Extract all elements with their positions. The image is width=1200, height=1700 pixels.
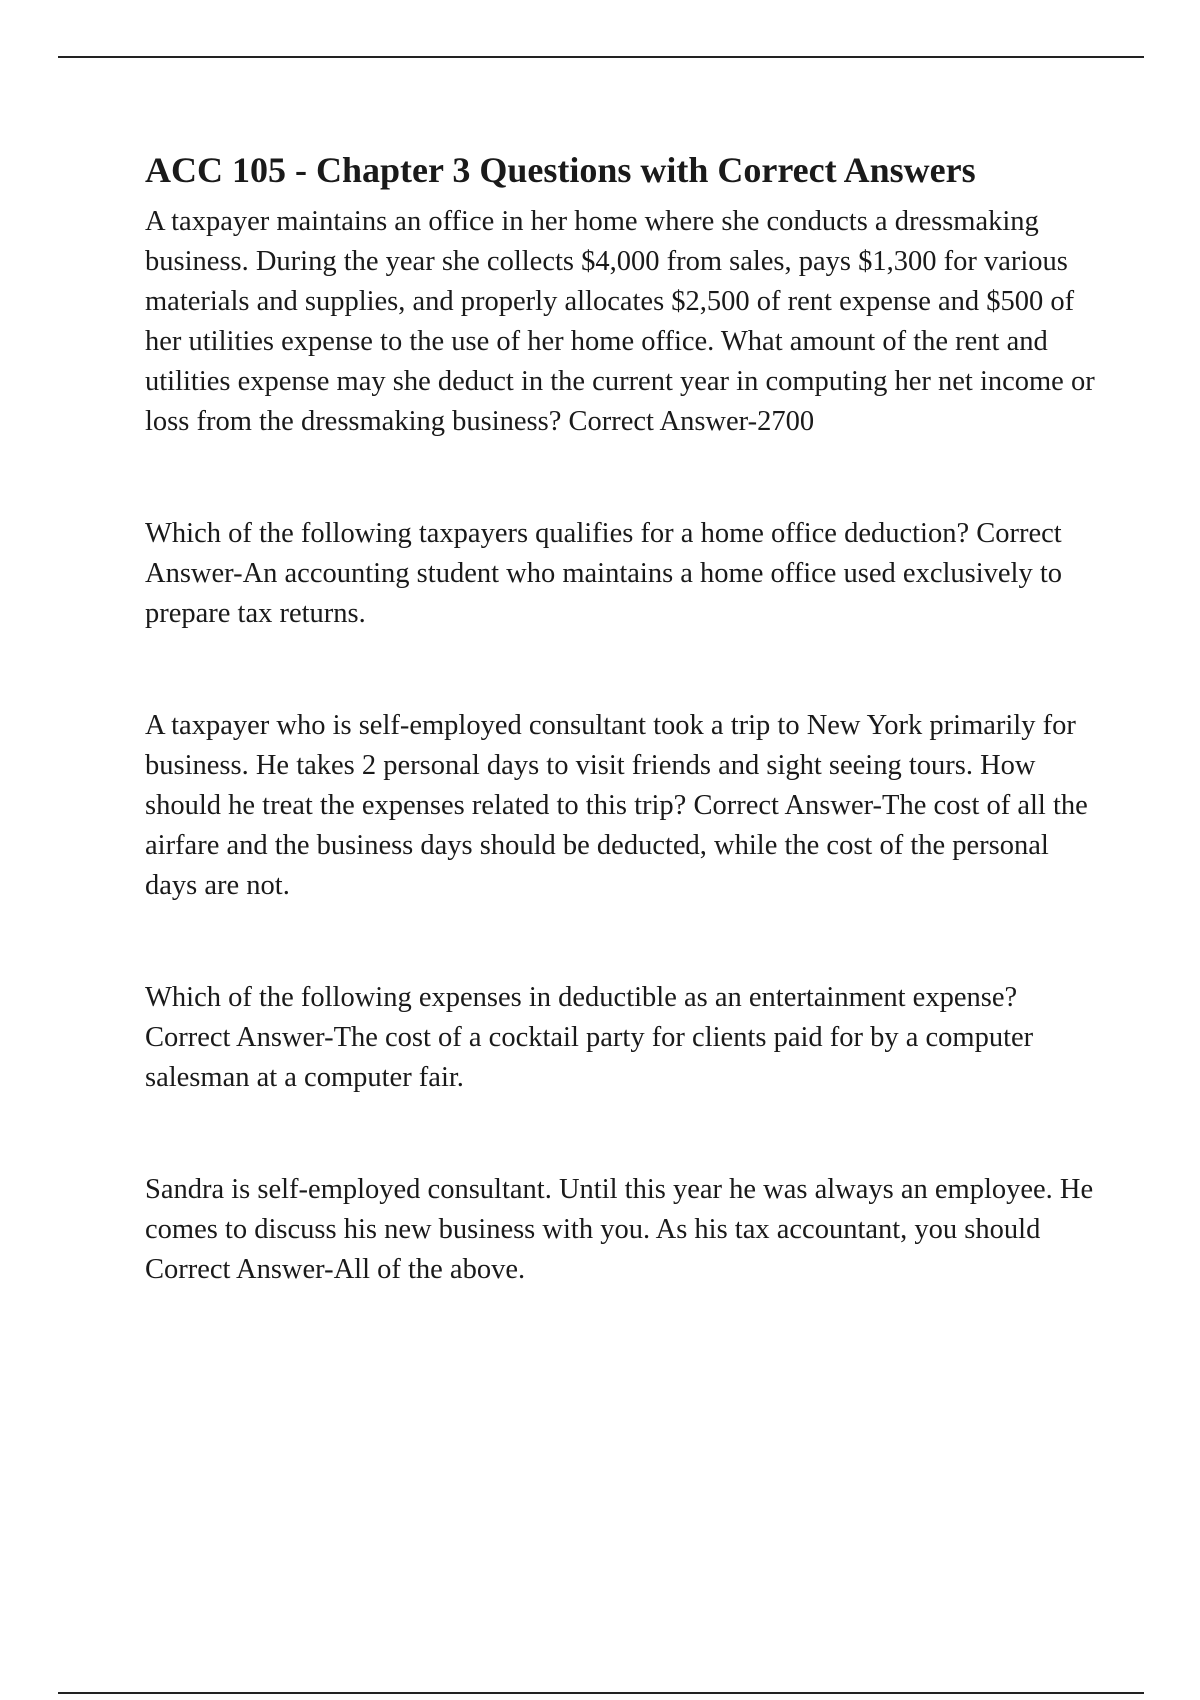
qa-item-1: A taxpayer maintains an office in her home where she conducts a dressmaking business. During the year she collects $4,000 from sales, pays $1,300 for various materials and supplies, and properly allocates $2,500 of rent expense and $500 of her utilities expense to the use of her home office. What amount of the rent and utilities expense may she deduct in the current year in computing her net income or loss from the dressmaking business? Correct Answer-2700 [145, 206, 1095, 437]
qa-item-4: Which of the following expenses in deductible as an entertainment expense? Correct Answer-The cost of a cocktail party for clients paid for by a computer salesman at a computer fair. [145, 982, 1034, 1093]
qa-list [145, 202, 1095, 1290]
top-divider [58, 56, 1144, 58]
qa-item-5: Sandra is self-employed consultant. Until this year he was always an employee. He comes to discuss his new business with you. As his tax accountant, you should Correct Answer-All of the above. [145, 1174, 1094, 1285]
qa-item-2: Which of the following taxpayers qualifies for a home office deduction? Correct Answer-An accounting student who maintains a home office used exclusively to prepare tax returns. [145, 518, 1063, 629]
document-title: ACC 105 - Chapter 3 Questions with Correct Answers [145, 150, 976, 190]
qa-item-3: A taxpayer who is self-employed consultant took a trip to New York primarily for business. He takes 2 personal days to visit friends and sight seeing tours. How should he treat the expenses related to this trip? Correct Answer-The cost of all the airfare and the business days should be deducted, while the cost of the personal days are not. [145, 710, 1088, 901]
document-body [145, 146, 1095, 1362]
bottom-divider [58, 1692, 1144, 1694]
